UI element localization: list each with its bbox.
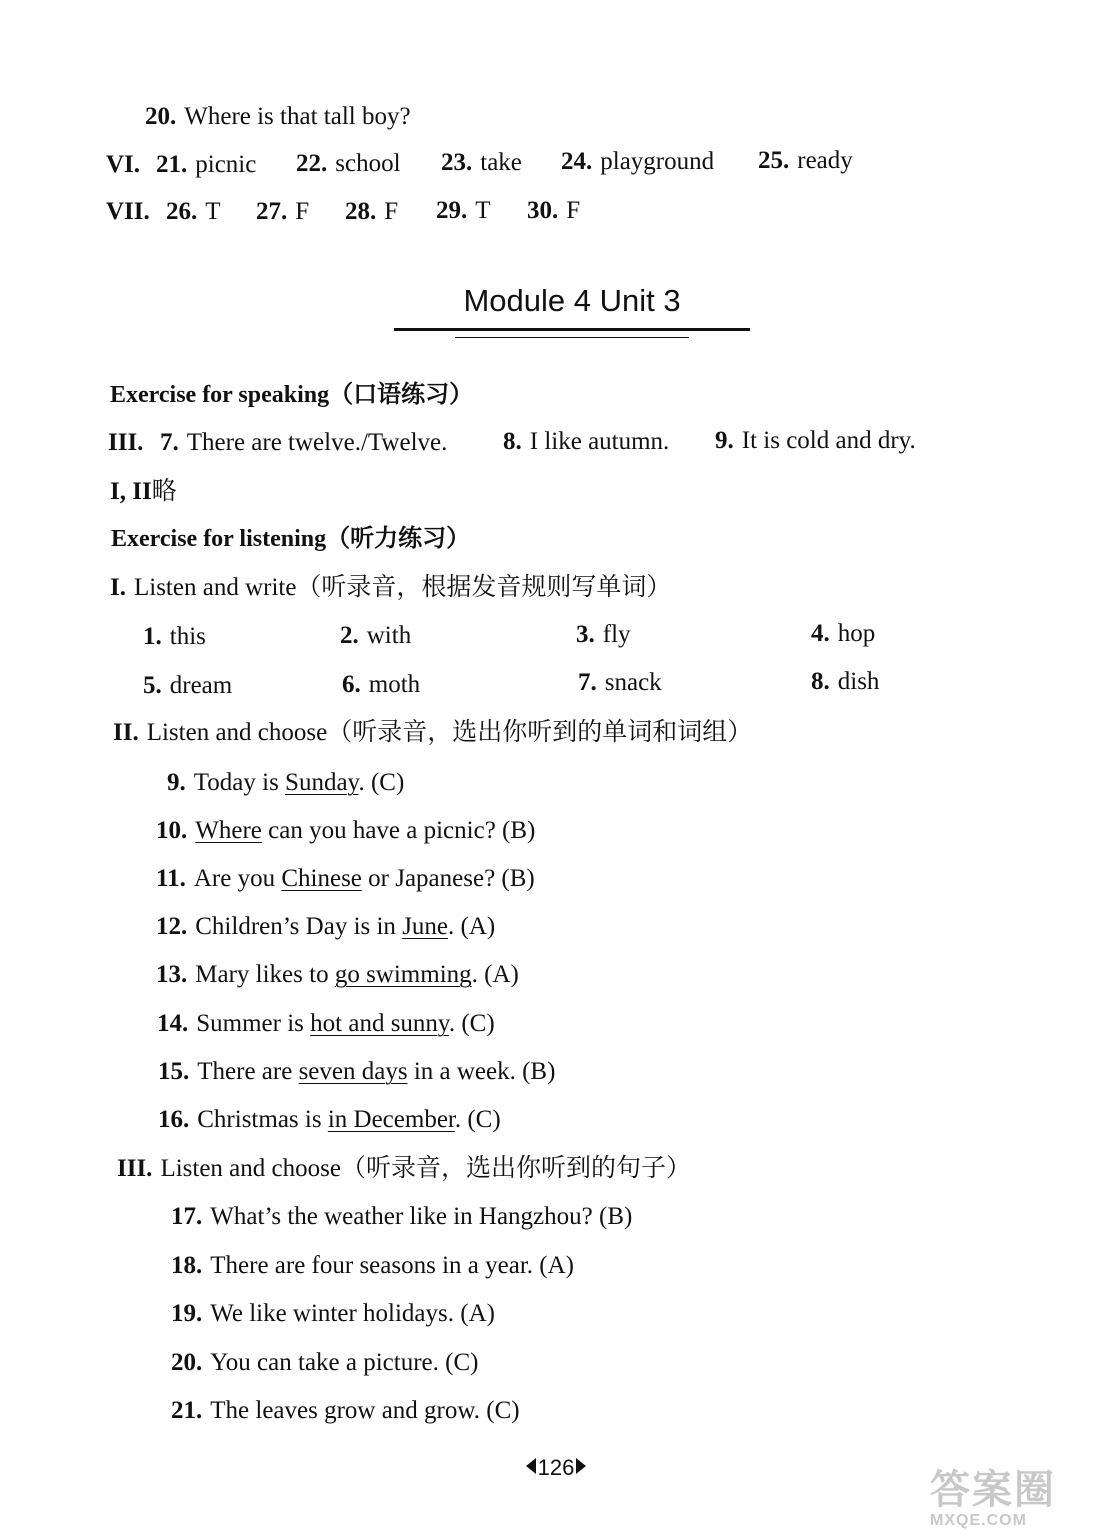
speaking-answer-8: 8. I like autumn. bbox=[503, 428, 670, 455]
answer-24: 24. playground bbox=[561, 148, 715, 175]
answer-22: 22. school bbox=[296, 150, 401, 177]
title-rule-thin bbox=[455, 337, 689, 338]
choose-word-16: 16. Christmas is in December. (C) bbox=[158, 1106, 501, 1133]
answer-26: 26. T bbox=[166, 198, 221, 225]
speaking-answer-7: 7. There are twelve./Twelve. bbox=[160, 429, 448, 456]
write-answer-1: 1. this bbox=[143, 623, 206, 650]
listening-part1-title: I. Listen and write（听录音，根据发音规则写单词） bbox=[110, 574, 672, 601]
choose-word-15: 15. There are seven days in a week. (B) bbox=[158, 1058, 556, 1085]
choose-sentence-19: 19. We like winter holidays. (A) bbox=[171, 1300, 495, 1327]
choose-sentence-17: 17. What’s the weather like in Hangzhou? (B) bbox=[171, 1203, 633, 1230]
answer-30: 30. F bbox=[527, 197, 581, 224]
choose-word-10: 10. Where can you have a picnic? (B) bbox=[156, 817, 536, 844]
module-title: Module 4 Unit 3 bbox=[463, 283, 681, 318]
answer-29: 29. T bbox=[436, 197, 491, 224]
answer-27: 27. F bbox=[256, 198, 310, 225]
write-answer-7: 7. snack bbox=[578, 669, 662, 696]
listening-part3-title: III. Listen and choose（听录音，选出你听到的句子） bbox=[117, 1155, 691, 1182]
answer-21: 21. picnic bbox=[156, 151, 257, 178]
write-answer-4: 4. hop bbox=[811, 620, 876, 647]
choose-sentence-21: 21. The leaves grow and grow. (C) bbox=[171, 1397, 520, 1424]
write-answer-6: 6. moth bbox=[342, 671, 421, 698]
roman-vi: VI. bbox=[106, 151, 141, 178]
choose-word-13: 13. Mary likes to go swimming. (A) bbox=[156, 961, 519, 988]
speaking-answer-9: 9. It is cold and dry. bbox=[715, 427, 916, 454]
watermark-bottom: MXQE.COM bbox=[930, 1512, 1027, 1529]
answer-23: 23. take bbox=[441, 149, 522, 176]
answer-25: 25. ready bbox=[758, 147, 853, 174]
write-answer-2: 2. with bbox=[340, 622, 412, 649]
speaking-omitted: I, II略 bbox=[110, 478, 177, 505]
choose-sentence-18: 18. There are four seasons in a year. (A) bbox=[171, 1252, 574, 1279]
choose-word-11: 11. Are you Chinese or Japanese? (B) bbox=[156, 865, 535, 892]
watermark-logo bbox=[930, 1470, 1105, 1532]
listening-part2-title: II. Listen and choose（听录音，选出你听到的单词和词组） bbox=[113, 719, 753, 746]
speaking-heading: Exercise for speaking（口语练习） bbox=[110, 382, 474, 408]
title-rule-thick bbox=[394, 328, 750, 331]
answer-20: 20. Where is that tall boy? bbox=[145, 103, 411, 130]
choose-word-12: 12. Children’s Day is in June. (A) bbox=[156, 913, 496, 940]
roman-vii: VII. bbox=[106, 198, 150, 225]
left-triangle-icon bbox=[526, 1458, 536, 1474]
write-answer-5: 5. dream bbox=[143, 672, 233, 699]
listening-heading: Exercise for listening（听力练习） bbox=[111, 526, 471, 552]
right-triangle-icon bbox=[576, 1458, 586, 1474]
choose-word-14: 14. Summer is hot and sunny. (C) bbox=[157, 1010, 495, 1037]
write-answer-3: 3. fly bbox=[576, 621, 631, 648]
watermark-top: 答案圈 bbox=[930, 1468, 1056, 1512]
page-number: 126 bbox=[0, 1455, 1112, 1481]
roman-iii-speaking: III. bbox=[108, 429, 144, 456]
write-answer-8: 8. dish bbox=[811, 668, 880, 695]
answer-28: 28. F bbox=[345, 198, 399, 225]
choose-sentence-20: 20. You can take a picture. (C) bbox=[171, 1349, 479, 1376]
choose-word-9: 9. Today is Sunday. (C) bbox=[167, 769, 405, 796]
